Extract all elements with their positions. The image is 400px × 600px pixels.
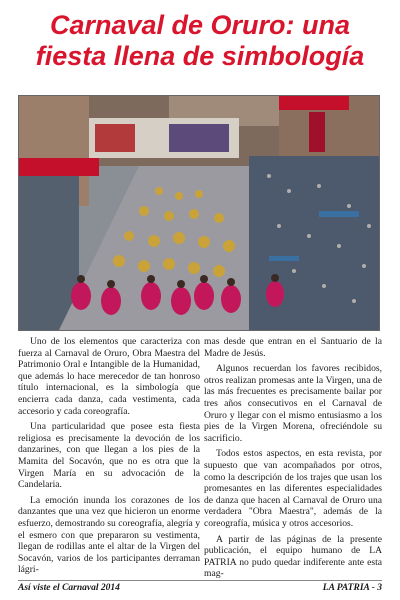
article-column-left bbox=[18, 336, 200, 580]
paragraph: Algunos recuerdan los favores recibidos, otros realizan promesas ante la Virgen, una de las más frecuentes es precisamente bailar por tres años consecutivos en el Carnaval de Oruro y llegar con el mismo entusiasmo a los pies de la Virgen Morena, ofreciéndole su sacrificio. bbox=[204, 363, 382, 444]
paragraph: Todos estos aspectos, en esta revista, por supuesto que van acompañados por otros, como la descripción de los trajes que usan los promesantes en las diferentes especialidades de danza que hacen al Carnaval de Oruro una verdadera "Obra Maestra", además de la coreografía, música y otros accesorios. bbox=[204, 448, 382, 529]
footer-page-number: LA PATRIA - 3 bbox=[322, 583, 382, 593]
carnival-photo-illustration bbox=[19, 96, 379, 330]
paragraph-continuation: mas desde que entran en el Santuario de la Madre de Jesús. bbox=[204, 336, 382, 359]
footer-publication: Así viste el Carnaval 2014 bbox=[18, 583, 120, 593]
paragraph: La emoción inunda los corazones de los danzantes que una vez que hicieron un enorme esfuerzo, demostrando su coreografía, alegría y el esmero con que prepararon su vestimenta, llegan de rodillas ante el altar de la Virgen del Socavón, varios de los participantes derraman lágri- bbox=[18, 494, 200, 576]
article-title bbox=[0, 10, 400, 72]
title-line-2: fiesta llena de simbología bbox=[35, 41, 365, 71]
article-column-right bbox=[204, 336, 382, 584]
title-line-1: Carnaval de Oruro: una bbox=[49, 10, 351, 40]
page-footer bbox=[18, 580, 382, 595]
paragraph: A partir de las páginas de la presente publicación, el equipo humano de LA PATRIA no pudo quedar indiferente ante esta mag- bbox=[204, 533, 382, 580]
carnival-photo bbox=[18, 95, 380, 331]
paragraph: Uno de los elementos que caracteriza con fuerza al Carnaval de Oruro, Obra Maestra del Patrimonio Oral e Intangible de la Humanidad, que además lo hace merecedor de tan honroso título internacional, es la simbología que encierra cada danza, cada vestimenta, cada accesorio y cada coreografía. bbox=[18, 336, 200, 417]
paragraph: Una particularidad que posee esta fiesta religiosa es precisamente la devoción de los danzarines, con que llegan a los pies de la Mamita del Socavón, que no es otra que la Virgen María en su advocación de la Candelaria. bbox=[18, 421, 200, 491]
